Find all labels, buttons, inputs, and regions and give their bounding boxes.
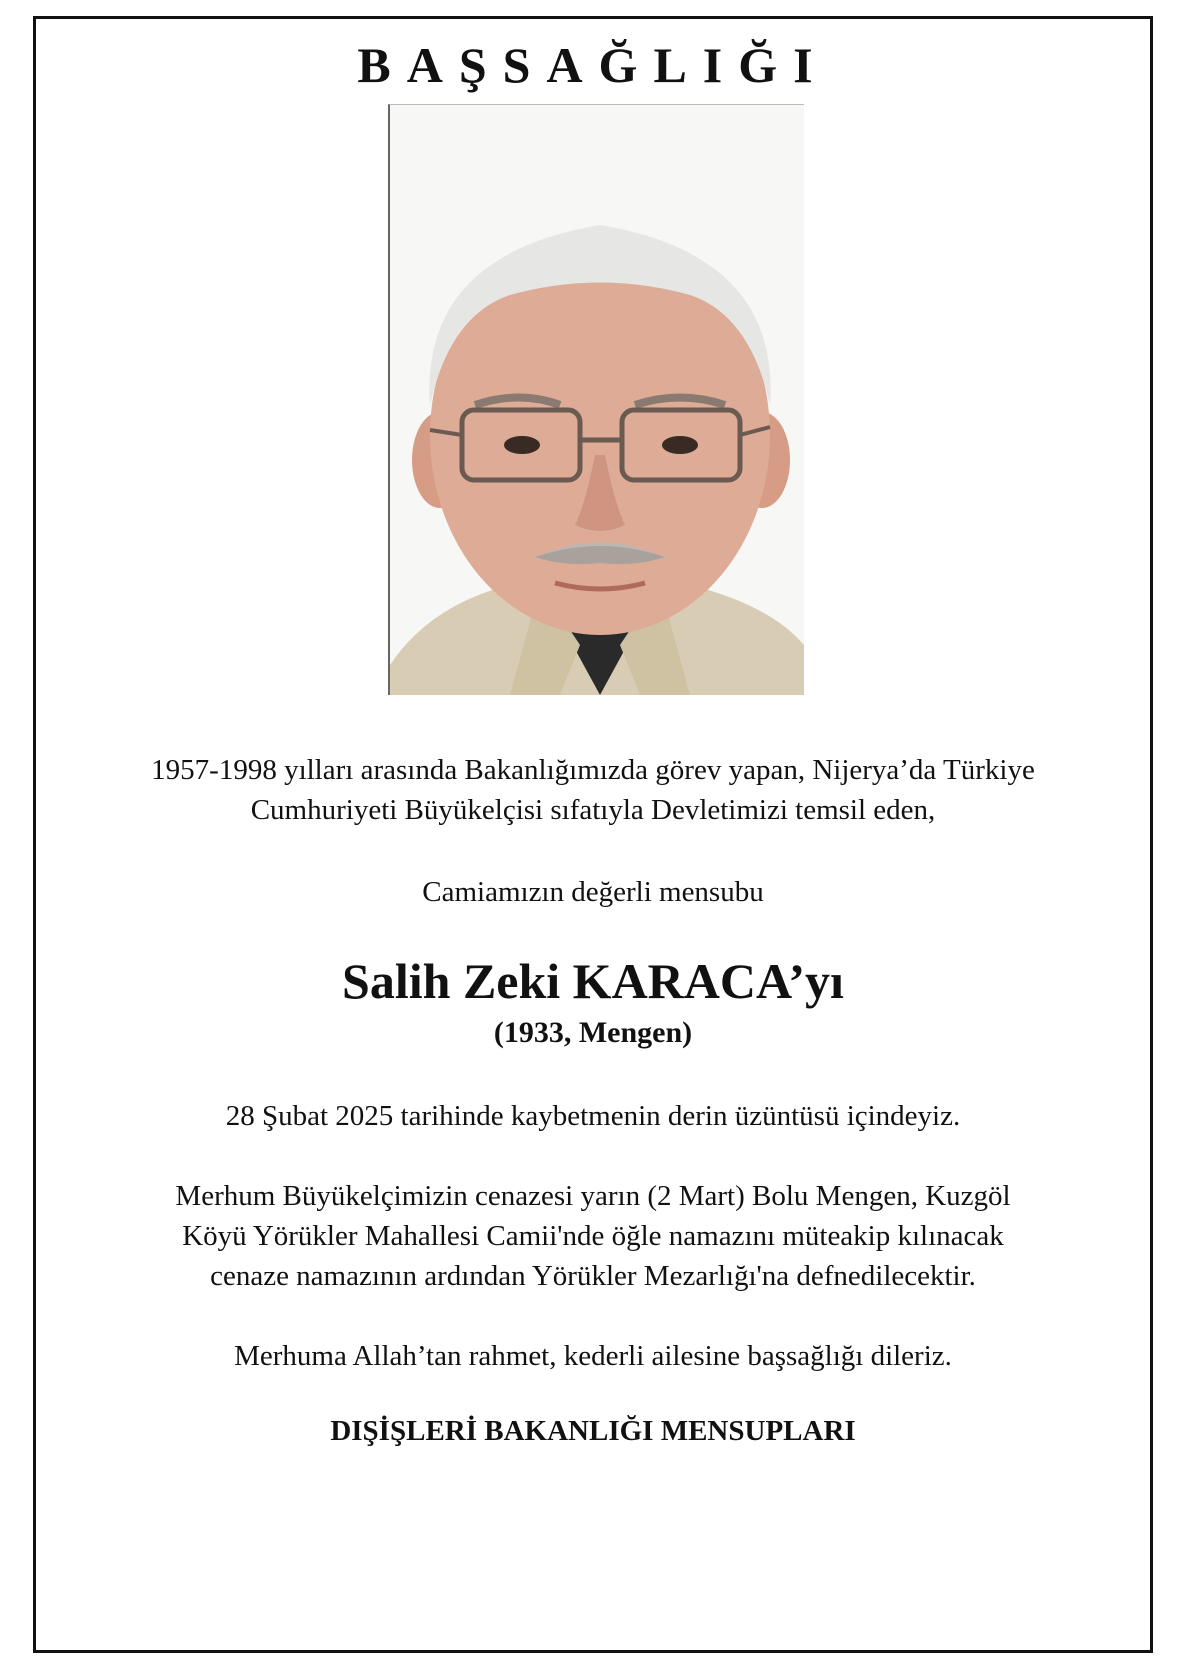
funeral-line-3: cenaze namazının ardından Yörükler Mezarlığı'na defnedilecektir. (210, 1260, 976, 1292)
portrait-photo (388, 104, 804, 695)
birth-info: (1933, Mengen) (493, 1016, 693, 1049)
community-line: Camiamızın değerli mensubu (422, 876, 764, 908)
loss-line: 28 Şubat 2025 tarihinde kaybetmenin derin üzüntüsü içindeyiz. (225, 1100, 961, 1132)
intro-paragraph (40, 750, 1146, 830)
intro-line-1: 1957-1998 yılları arasında Bakanlığımızda görev yapan, Nijerya’da Türkiye (151, 754, 1035, 786)
notice-title: BAŞSAĞLIĞI (357, 37, 829, 93)
portrait-illustration (390, 105, 804, 695)
funeral-paragraph (40, 1176, 1146, 1296)
funeral-line-2: Köyü Yörükler Mahallesi Camii'nde öğle namazını müteakip kılınacak (182, 1220, 1004, 1252)
signature: DIŞİŞLERİ BAKANLIĞI MENSUPLARI (330, 1415, 856, 1447)
intro-line-2: Cumhuriyeti Büyükelçisi sıfatıyla Devletimizi temsil eden, (250, 794, 936, 826)
condolence-line: Merhuma Allah’tan rahmet, kederli ailesine başsağlığı dileriz. (234, 1340, 952, 1372)
funeral-line-1: Merhum Büyükelçimizin cenazesi yarın (2 Mart) Bolu Mengen, Kuzgöl (175, 1180, 1011, 1212)
deceased-name: Salih Zeki KARACA’yı (342, 953, 844, 1009)
